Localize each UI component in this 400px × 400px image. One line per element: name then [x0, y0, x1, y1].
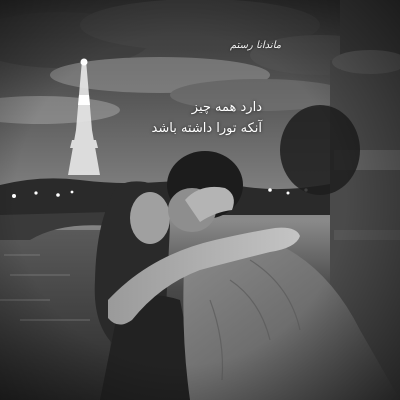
caption-line-2: آنکه تورا داشته باشد [151, 121, 262, 136]
caption-line-1: دارد همه چیز [191, 100, 262, 115]
watermark-signature: ماندانا رستم [230, 40, 282, 51]
